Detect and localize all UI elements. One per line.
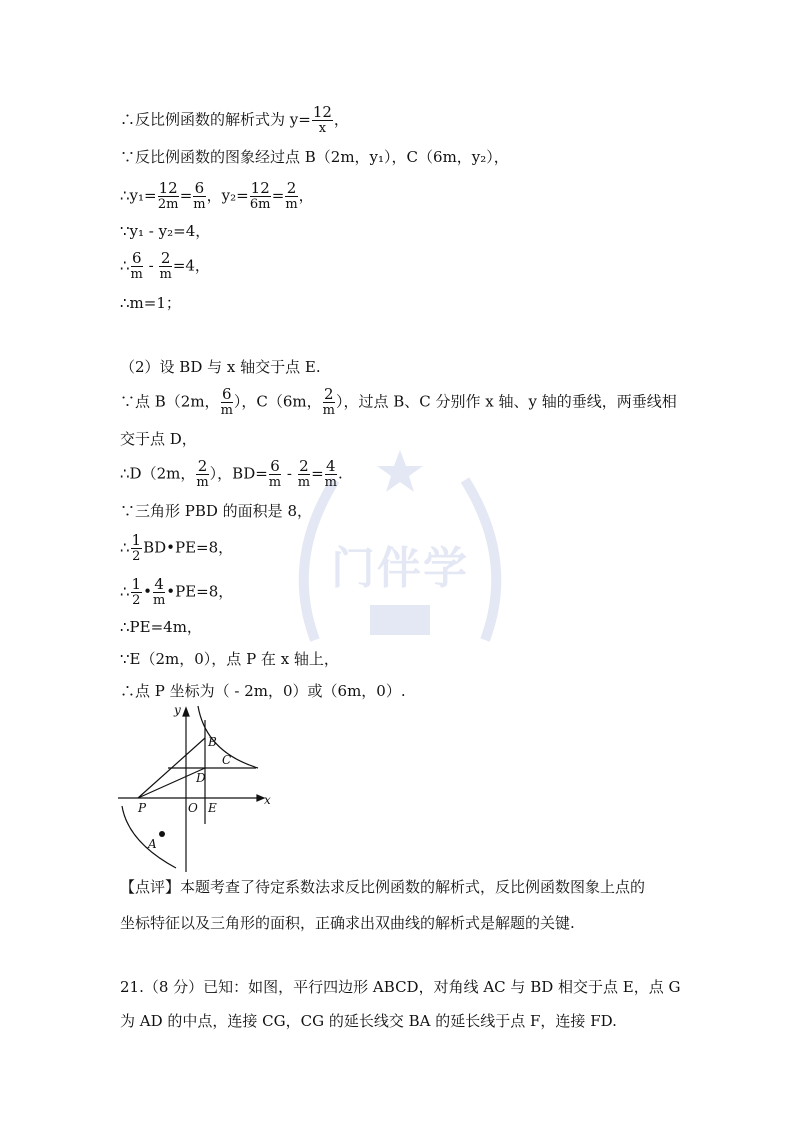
text: BD•PE=8，: [143, 538, 234, 557]
numerator: 6: [194, 179, 205, 197]
line-2: ∵反比例函数的图象经过点 B（2m，y₁），C（6m，y₂），: [120, 148, 509, 166]
line-11: ∵三角形 PBD 的面积是 8，: [120, 502, 312, 520]
denominator: m: [220, 403, 233, 418]
text: =: [179, 186, 193, 205]
y-axis-arrow-icon: [183, 708, 189, 716]
x-axis-arrow-icon: [257, 795, 264, 801]
denominator: m: [196, 475, 209, 490]
text: -: [282, 464, 297, 483]
text: =: [271, 186, 285, 205]
fraction: [159, 250, 171, 283]
review-line-2: 坐标特征以及三角形的面积，正确求出双曲线的解析式是解题的关键.: [120, 914, 575, 932]
numerator: 12: [312, 103, 332, 121]
numerator: 12: [158, 179, 178, 197]
denominator: 6m: [249, 197, 271, 212]
numerator: 1: [131, 575, 142, 593]
text: ，: [333, 110, 349, 129]
line-14: ∴PE=4m，: [120, 618, 202, 636]
numerator: 6: [131, 249, 142, 267]
denominator: 2: [132, 593, 141, 608]
fraction: [298, 458, 310, 491]
line-10: [120, 458, 343, 491]
text: .: [337, 464, 343, 483]
text: =4，: [172, 256, 210, 275]
fraction: [285, 180, 297, 213]
text: ∴: [120, 256, 130, 275]
denominator: m: [285, 197, 298, 212]
fraction: [193, 180, 205, 213]
label-d: D: [196, 771, 206, 785]
fraction: [153, 576, 165, 609]
numerator: 6: [221, 385, 232, 403]
segment-pd: [138, 768, 205, 798]
text: •PE=8，: [166, 582, 234, 601]
label-a: A: [148, 837, 157, 851]
fraction: [269, 458, 281, 491]
fraction: [158, 180, 179, 213]
text: ∴: [120, 582, 130, 601]
denominator: m: [193, 197, 206, 212]
line-5: [120, 250, 210, 283]
coordinate-graph: [118, 702, 278, 872]
label-y: y: [174, 703, 181, 717]
text: ∵点 B（2m，: [120, 392, 220, 411]
point-a: [159, 831, 165, 837]
denominator: m: [297, 475, 311, 490]
numerator: 2: [286, 179, 297, 197]
review-line-1: 【点评】本题考查了待定系数法求反比例函数的解析式，反比例函数图象上点的: [120, 878, 646, 896]
line-3: [120, 180, 314, 213]
text: ∴y₁=: [120, 186, 157, 205]
numerator: 6: [270, 457, 280, 475]
denominator: 2: [132, 549, 141, 564]
denominator: 2m: [157, 197, 179, 212]
line-8: [120, 386, 677, 419]
line-7: （2）设 BD 与 x 轴交于点 E.: [120, 358, 321, 376]
fraction: [250, 180, 271, 213]
label-b: B: [208, 735, 217, 749]
question-21-line-2: 为 AD 的中点，连接 CG，CG 的延长线交 BA 的延长线于点 F，连接 FD.: [120, 1012, 617, 1030]
fraction: [325, 458, 337, 491]
text: -: [143, 256, 159, 275]
line-15: ∵E（2m，0），点 P 在 x 轴上，: [120, 650, 339, 668]
text: •: [143, 582, 152, 601]
label-p: P: [138, 801, 147, 815]
numerator: 2: [160, 249, 171, 267]
denominator: m: [324, 475, 337, 490]
text: ），C（6m，: [233, 392, 322, 411]
text: ，y₂=: [206, 186, 249, 205]
line-12: [120, 532, 233, 565]
numerator: 12: [250, 179, 270, 197]
fraction: [131, 532, 143, 565]
denominator: x: [318, 121, 327, 136]
line-13: [120, 576, 233, 609]
label-c: C: [222, 753, 232, 767]
label-o: O: [188, 801, 198, 815]
text: =: [311, 464, 324, 483]
numerator: 1: [131, 531, 142, 549]
numerator: 4: [326, 457, 336, 475]
numerator: 4: [154, 575, 164, 593]
fraction: [221, 386, 233, 419]
fraction: [131, 576, 143, 609]
fraction: [196, 458, 208, 491]
text: ），过点 B、C 分别作 x 轴、y 轴的垂线，两垂线相: [335, 392, 677, 411]
question-21-line-1: 21.（8 分）已知：如图，平行四边形 ABCD，对角线 AC 与 BD 相交于点 E，点 G: [120, 978, 681, 996]
text: ∴D（2m，: [120, 464, 196, 483]
fraction: [323, 386, 335, 419]
text: ，: [298, 186, 314, 205]
fraction: [131, 250, 143, 283]
numerator: 2: [197, 457, 208, 475]
numerator: 2: [324, 385, 334, 403]
text: ∴反比例函数的解析式为 y=: [120, 110, 311, 129]
text: ∴: [120, 538, 130, 557]
line-6: ∴m=1；: [120, 294, 181, 312]
denominator: m: [130, 267, 143, 282]
line-9: 交于点 D，: [120, 430, 197, 448]
label-x: x: [264, 793, 271, 807]
text: ），BD=: [209, 464, 268, 483]
line-16: ∴点 P 坐标为（ - 2m，0）或（6m，0）.: [120, 682, 406, 700]
denominator: m: [152, 593, 166, 608]
denominator: m: [159, 267, 172, 282]
line-1: [120, 104, 349, 137]
line-4: ∵y₁ - y₂=4，: [120, 222, 211, 240]
watermark-text: 门伴学: [331, 543, 469, 594]
numerator: 2: [299, 457, 309, 475]
denominator: m: [322, 403, 335, 418]
fraction: [312, 104, 333, 137]
label-e: E: [208, 801, 217, 815]
denominator: m: [268, 475, 282, 490]
